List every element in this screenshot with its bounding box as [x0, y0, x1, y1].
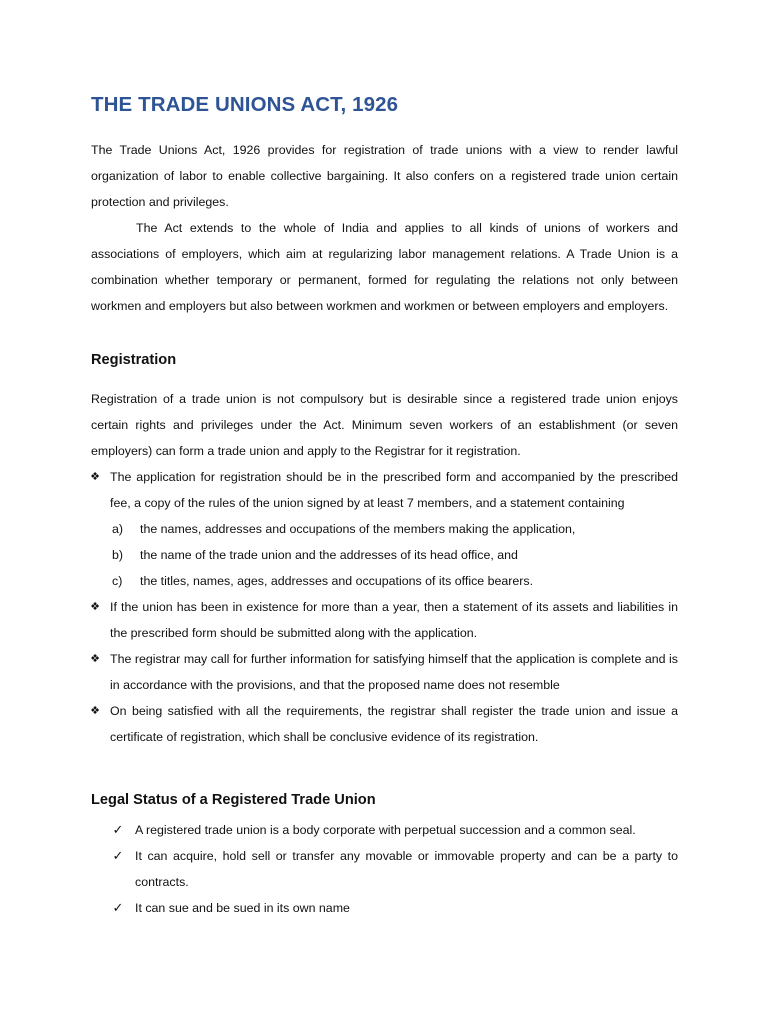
checkmark-bullet-icon: ✓	[112, 900, 124, 915]
list-item	[88, 464, 678, 594]
list-item-text: The registrar may call for further information for satisfying himself that the application is complete and is in accordance with the provisions, and that the proposed name does not resemble	[110, 652, 678, 692]
sub-list-item	[112, 516, 678, 542]
list-item-text: The application for registration should be in the prescribed form and accompanied by the prescribed fee, a copy of the rules of the union signed by at least 7 members, and a statement containing	[110, 470, 678, 510]
intro-paragraph: The Act extends to the whole of India and applies to all kinds of unions of workers and associations of employers, which aim at regularizing labor management relations. A Trade Union is a combination whether temporary or permanent, formed for regulating the relations not only between workmen and employers but also between workmen and workmen or between employers and employers.	[91, 221, 678, 313]
sub-list-text: the names, addresses and occupations of the members making the application,	[140, 522, 576, 536]
list-item-text: It can sue and be sued in its own name	[135, 901, 350, 915]
checkmark-bullet-icon: ✓	[112, 822, 124, 837]
sub-list-marker: b)	[112, 548, 124, 562]
list-item-text: On being satisfied with all the requirements, the registrar shall register the trade union and issue a certificate of registration, which shall be conclusive evidence of its registration.	[110, 704, 678, 744]
document-title: THE TRADE UNIONS ACT, 1926	[91, 93, 399, 116]
sub-list-marker: c)	[112, 574, 123, 588]
list-item	[111, 817, 678, 843]
registration-paragraph: Registration of a trade union is not compulsory but is desirable since a registered trade union enjoys certain rights and privileges under the Act. Minimum seven workers of an establishment (or seven employers) can form a trade union and apply to the Registrar for it registration.	[91, 392, 678, 458]
checkmark-bullet-icon: ✓	[112, 848, 124, 863]
sub-list-text: the name of the trade union and the addresses of its head office, and	[140, 548, 518, 562]
registration-bullet-list	[91, 464, 678, 750]
intro-paragraph: The Trade Unions Act, 1926 provides for registration of trade unions with a view to render lawful organization of labor to enable collective bargaining. It also confers on a registered trade union certain protection and privileges.	[91, 143, 678, 209]
section-heading-legal-status: Legal Status of a Registered Trade Union	[91, 792, 376, 808]
diamond-bullet-icon: ❖	[90, 705, 100, 717]
list-item-text: It can acquire, hold sell or transfer any movable or immovable property and can be a party to contracts.	[135, 849, 678, 889]
list-item	[88, 646, 678, 698]
sub-list-item	[112, 568, 678, 594]
diamond-bullet-icon: ❖	[90, 653, 100, 665]
sub-list-text: the titles, names, ages, addresses and occupations of its office bearers.	[140, 574, 534, 588]
legal-status-bullet-list	[91, 817, 678, 921]
diamond-bullet-icon: ❖	[90, 471, 100, 483]
list-item	[88, 698, 678, 750]
sub-list-marker: a)	[112, 522, 124, 536]
diamond-bullet-icon: ❖	[90, 601, 100, 613]
list-item	[88, 594, 678, 646]
list-item	[111, 895, 678, 921]
list-item	[111, 843, 678, 895]
sub-list	[110, 516, 678, 594]
section-heading-registration: Registration	[91, 352, 177, 368]
list-item-text: A registered trade union is a body corporate with perpetual succession and a common seal.	[135, 823, 636, 837]
sub-list-item	[112, 542, 678, 568]
list-item-text: If the union has been in existence for more than a year, then a statement of its assets and liabilities in the prescribed form should be submitted along with the application.	[110, 600, 678, 640]
